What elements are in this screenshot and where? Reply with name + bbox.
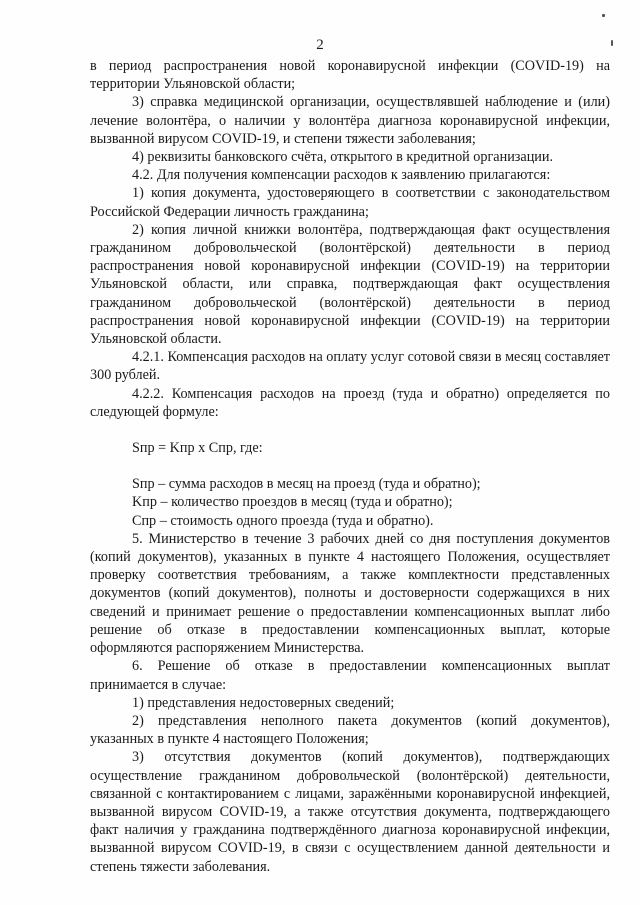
spacer bbox=[90, 457, 610, 475]
formula: Sпр = Kпр x Cпр, где: bbox=[132, 440, 263, 457]
paragraph: 2) копия личной книжки волонтёра, подтверждающая факт осуществления гражданином добровольческой (волонтёрской) деятельности в период распространения новой коронавирусной инфекции (COVID-19) на территории Ульяновской области, или справка, подтверждающая факт осуществления гражданином добровольческой (волонтёрской) деятельности в период распространения новой коронавирусной инфекции (COVID-19) на территории Ульяновской области. bbox=[90, 221, 610, 348]
scan-speck bbox=[611, 40, 613, 46]
paragraph: 3) отсутствия документов (копий документов), подтверждающих осуществление гражданином добровольческой (волонтёрской) деятельности, связанной с контактированием с лицами, заражёнными коронавирусной инфекцией, вызванной вирусом COVID-19, а также отсутствия документа, подтверждающего факт наличия у гражданина подтверждённого диагноза коронавирусной инфекции, вызванной вирусом COVID-19, в связи с осуществлением данной деятельности и степень тяжести заболевания. bbox=[90, 749, 610, 875]
paragraph: 4) реквизиты банковского счёта, открытого в кредитной организации. bbox=[132, 149, 554, 166]
document-body bbox=[90, 57, 610, 876]
paragraph: в период распространения новой коронавирусной инфекции (COVID-19) на территории Ульяновской области; bbox=[90, 58, 610, 93]
formula-variable: Sпр – сумма расходов в месяц на проезд (туда и обратно); bbox=[132, 476, 481, 493]
formula-variable: Kпр – количество проездов в месяц (туда и обратно); bbox=[132, 494, 453, 511]
paragraph: 2) представления неполного пакета документов (копий документов), указанных в пункте 4 настоящего Положения; bbox=[90, 712, 610, 748]
scan-speck bbox=[602, 14, 605, 17]
page-number: 2 bbox=[316, 37, 324, 53]
paragraph: 6. Решение об отказе в предоставлении компенсационных выплат принимается в случае: bbox=[90, 658, 610, 693]
paragraph: 4.2.1. Компенсация расходов на оплату услуг сотовой связи в месяц составляет 300 рублей. bbox=[90, 349, 610, 384]
paragraph: 5. Министерство в течение 3 рабочих дней со дня поступления документов (копий документов), указанных в пункте 4 настоящего Положения, осуществляет проверку соответствия требованиям, а также комплектности представленных документов (копий документов), полноты и достоверности содержащихся в них сведений и принимает решение о предоставлении компенсационных выплат либо решение об отказе в предоставлении компенсационных выплат, которые оформляются распоряжением Министерства. bbox=[90, 530, 610, 657]
spacer bbox=[90, 421, 610, 439]
formula-variable: Спр – стоимость одного проезда (туда и обратно). bbox=[132, 512, 434, 529]
paragraph: 1) представления недостоверных сведений; bbox=[132, 694, 395, 711]
paragraph: 1) копия документа, удостоверяющего в соответствии с законодательством Российской Федерации личность гражданина; bbox=[90, 185, 610, 220]
paragraph: 3) справка медицинской организации, осуществлявшей наблюдение и (или) лечение волонтёра, о наличии у волонтёра диагноза коронавирусной инфекции, вызванной вирусом COVID-19, и степени тяжести заболевания; bbox=[90, 94, 610, 147]
paragraph: 4.2. Для получения компенсации расходов к заявлению прилагаются: bbox=[132, 167, 551, 184]
paragraph: 4.2.2. Компенсация расходов на проезд (туда и обратно) определяется по следующей формуле: bbox=[90, 385, 610, 420]
